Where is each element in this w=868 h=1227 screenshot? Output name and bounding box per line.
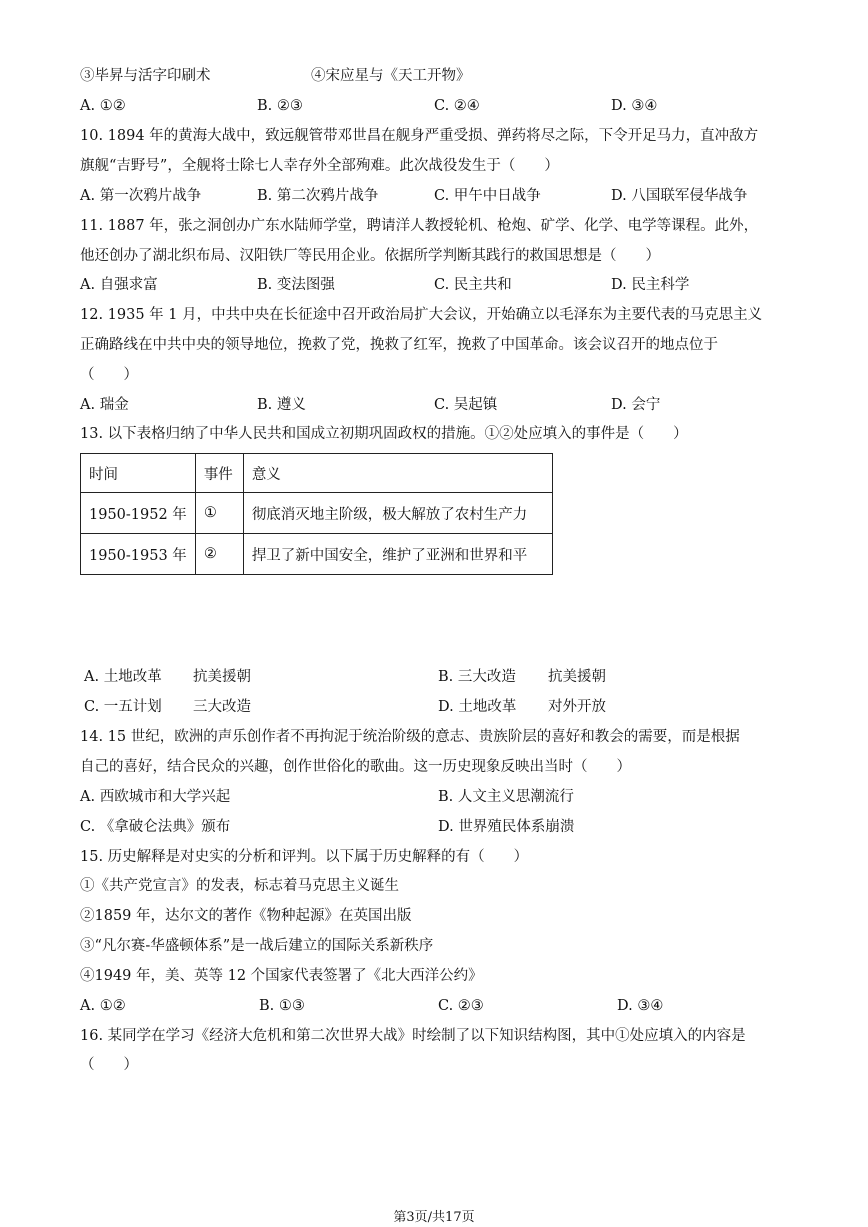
q11-option-d: D. 民主科学	[611, 277, 690, 293]
q12-option-c: C. 吴起镇	[434, 397, 498, 413]
page-number: 第3页/共17页	[393, 1210, 475, 1225]
q10-stem-line1: 10. 1894 年的黄海大战中，致远舰管带邓世昌在舰身严重受损、弹药将尽之际，下令开足马力，直冲敌方	[80, 128, 759, 144]
q15-item-1: ①《共产党宣言》的发表，标志着马克思主义诞生	[80, 878, 399, 894]
q15-option-d: D. ③④	[617, 998, 664, 1014]
q13-option-c-part2: 三大改造	[193, 699, 251, 715]
q13-option-d-part1: D. 土地改革	[438, 699, 517, 715]
q13-option-a-part2: 抗美援朝	[193, 669, 251, 685]
table-header-significance: 意义	[243, 454, 552, 493]
q13-option-b-part2: 抗美援朝	[548, 669, 606, 685]
q11-stem-line1: 11. 1887 年，张之洞创办广东水陆师学堂，聘请洋人教授轮机、枪炮、矿学、化学、电学等课程。此外，	[80, 218, 759, 234]
q11-option-a: A. 自强求富	[80, 277, 158, 293]
q12-option-b: B. 遵义	[257, 397, 306, 413]
q10-option-a: A. 第一次鸦片战争	[80, 188, 202, 204]
table-cell-time: 1950-1952 年	[81, 493, 196, 534]
table-header-event: 事件	[195, 454, 243, 493]
q15-item-4: ④1949 年，美、英等 12 个国家代表签署了《北大西洋公约》	[80, 968, 483, 984]
q13-option-a-part1: A. 土地改革	[84, 669, 162, 685]
table-cell-event: ①	[195, 493, 243, 534]
q14-option-c: C. 《拿破仑法典》颁布	[80, 819, 231, 835]
q16-stem-line2: （ ）	[80, 1057, 138, 1073]
q12-option-a: A. 瑞金	[80, 397, 129, 413]
q10-option-b: B. 第二次鸦片战争	[257, 188, 379, 204]
table-cell-time: 1950-1953 年	[81, 534, 196, 575]
q11-option-b: B. 变法图强	[257, 277, 335, 293]
q9-option-b: B. ②③	[257, 98, 303, 114]
q13-option-b-part1: B. 三大改造	[438, 669, 516, 685]
q15-option-b: B. ①③	[259, 998, 305, 1014]
q10-stem-line2: 旗舰“吉野号”，全舰将士除七人幸存外全部殉难。此次战役发生于（ ）	[80, 158, 559, 174]
q14-option-a: A. 西欧城市和大学兴起	[80, 789, 231, 805]
q13-option-c-part1: C. 一五计划	[84, 699, 162, 715]
q9-option-d: D. ③④	[611, 98, 658, 114]
q13-option-d-part2: 对外开放	[548, 699, 606, 715]
table-row	[81, 493, 553, 534]
q15-option-c: C. ②③	[438, 998, 484, 1014]
q12-stem-line2: 正确路线在中共中央的领导地位，挽救了党，挽救了红军，挽救了中国革命。该会议召开的地点位于	[80, 337, 718, 353]
q13-table	[80, 453, 553, 575]
q9-item-3: ③毕昇与活字印刷术	[80, 68, 211, 84]
q9-item-4: ④宋应星与《天工开物》	[311, 68, 471, 84]
table-row	[81, 534, 553, 575]
q12-option-d: D. 会宁	[611, 397, 661, 413]
q14-option-b: B. 人文主义思潮流行	[438, 789, 574, 805]
q9-option-a: A. ①②	[80, 98, 126, 114]
table-header-time: 时间	[81, 454, 196, 493]
table-cell-event: ②	[195, 534, 243, 575]
q12-stem-line1: 12. 1935 年 1 月，中共中央在长征途中召开政治局扩大会议，开始确立以毛泽东为主要代表的马克思主义	[80, 307, 763, 323]
q9-option-c: C. ②④	[434, 98, 480, 114]
q10-option-d: D. 八国联军侵华战争	[611, 188, 748, 204]
q11-option-c: C. 民主共和	[434, 277, 512, 293]
q11-stem-line2: 他还创办了湖北织布局、汉阳铁厂等民用企业。依据所学判断其践行的救国思想是（ ）	[80, 248, 660, 264]
table-header-row	[81, 454, 553, 493]
q15-option-a: A. ①②	[80, 998, 126, 1014]
q15-stem-line1: 15. 历史解释是对史实的分析和评判。以下属于历史解释的有（ ）	[80, 849, 529, 865]
q16-stem-line1: 16. 某同学在学习《经济大危机和第二次世界大战》时绘制了以下知识结构图，其中①处应填入的内容是	[80, 1028, 746, 1044]
q14-stem-line2: 自己的喜好，结合民众的兴趣，创作世俗化的歌曲。这一历史现象反映出当时（ ）	[80, 759, 631, 775]
q14-stem-line1: 14. 15 世纪，欧洲的声乐创作者不再拘泥于统治阶级的意志、贵族阶层的喜好和教会的需要，而是根据	[80, 729, 740, 745]
q12-stem-line3: （ ）	[80, 367, 138, 383]
q13-stem-line1: 13. 以下表格归纳了中华人民共和国成立初期巩固政权的措施。①②处应填入的事件是（ ）	[80, 426, 688, 442]
q14-option-d: D. 世界殖民体系崩溃	[438, 819, 575, 835]
table-cell-significance: 彻底消灭地主阶级，极大解放了农村生产力	[243, 493, 552, 534]
table-cell-significance: 捍卫了新中国安全，维护了亚洲和世界和平	[243, 534, 552, 575]
q15-item-2: ②1859 年，达尔文的著作《物种起源》在英国出版	[80, 908, 412, 924]
q10-option-c: C. 甲午中日战争	[434, 188, 541, 204]
q15-item-3: ③“凡尔赛-华盛顿体系”是一战后建立的国际关系新秩序	[80, 938, 434, 954]
